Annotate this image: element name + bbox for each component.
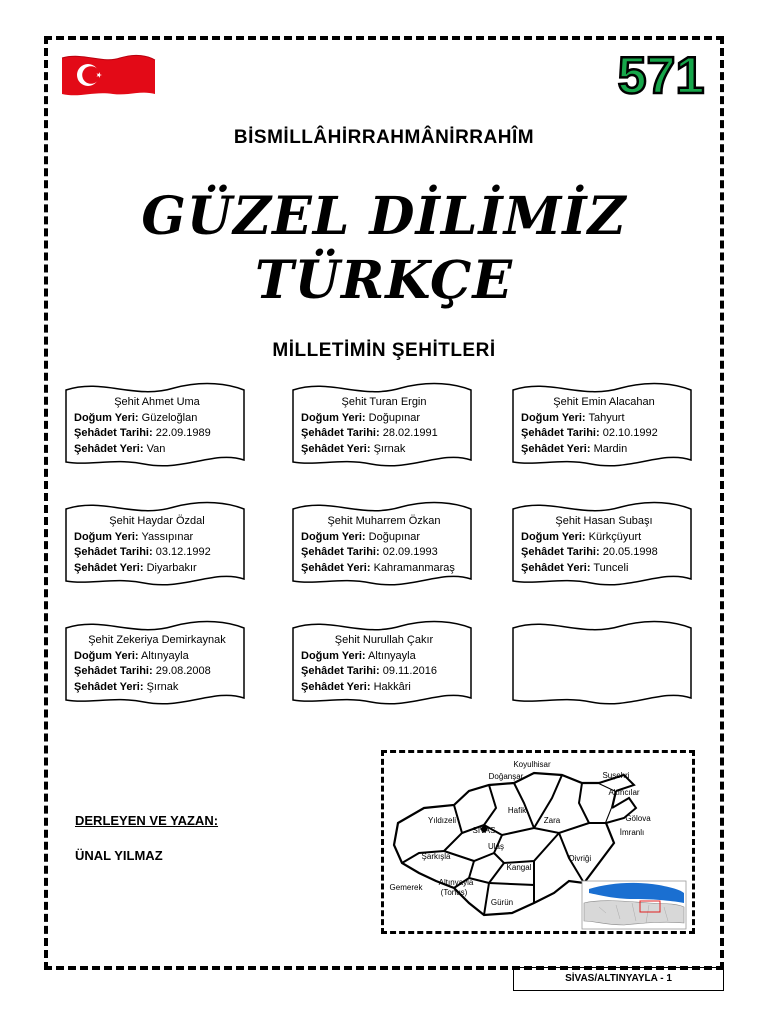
author-name: ÜNAL YILMAZ [75,848,163,863]
birthplace-value: Tahyurt [588,411,625,424]
martyr-place-label: Şehâdet Yeri: [74,680,144,693]
martyr-place-label: Şehâdet Yeri: [74,442,144,455]
birthplace-value: Doğupınar [368,530,421,543]
martyr-name: Şehit Hasan Subaşı [555,515,653,527]
martyr-date-value: 20.05.1998 [602,546,658,558]
footer-label: SİVAS/ALTINYAYLA - 1 [513,967,724,991]
martyr-place-label: Şehâdet Yeri: [521,561,591,574]
martyr-date-value: 28.02.1991 [382,427,438,439]
martyr-place-value: Diyarbakır [146,561,197,574]
birthplace-label: Doğum Yeri: [521,530,586,543]
martyr-card [64,499,246,591]
birthplace-value: Altınyayla [368,649,416,662]
martyr-place-label: Şehâdet Yeri: [301,442,371,455]
page-number: 571 [617,47,705,105]
birthplace-label: Doğum Yeri: [74,649,139,662]
martyr-place-value: Tunceli [593,561,629,574]
martyr-date-label: Şehâdet Tarihi: [74,665,153,677]
section-heading: MİLLETİMİN ŞEHİTLERİ [272,340,496,361]
martyr-name: Şehit Turan Ergin [341,396,427,408]
martyr-date-label: Şehâdet Tarihi: [301,546,380,558]
martyr-card [291,499,473,591]
banner-shape [511,618,693,710]
map-label: Hafik [507,806,527,815]
martyr-place-value: Mardin [593,442,628,455]
map-label: Zara [543,816,561,825]
martyr-date-value: 29.08.2008 [155,665,211,677]
martyr-card [511,380,693,472]
martyr-place-value: Hakkâri [373,680,411,693]
empty-martyr-card [511,618,693,710]
map-label: Yıldızeli [427,816,457,825]
martyr-place-label: Şehâdet Yeri: [74,561,144,574]
birthplace-label: Doğum Yeri: [301,649,366,662]
map-label: Suşehri [602,771,630,780]
birthplace-value: Doğupınar [368,411,421,424]
birthplace-label: Doğum Yeri: [74,530,139,543]
martyr-place-value: Şırnak [373,442,406,455]
birthplace-label: Doğum Yeri: [301,411,366,424]
title-line-1: GÜZEL DİLİMİZ [141,186,627,247]
martyr-card [64,618,246,710]
map-label: Gürün [490,898,514,907]
martyr-name: Şehit Nurullah Çakır [334,634,434,646]
martyr-date-value: 22.09.1989 [155,427,211,439]
birthplace-label: Doğum Yeri: [521,411,586,424]
turkey-inset-map [582,881,686,929]
map-label: Koyulhisar [513,760,551,769]
martyr-place-value: Van [146,442,166,455]
martyr-name: Şehit Emin Alacahan [553,396,655,408]
martyr-place-label: Şehâdet Yeri: [301,680,371,693]
map-label: Şarkışla [421,852,451,861]
map-label: SİVAS [472,826,496,835]
birthplace-value: Altınyayla [141,649,189,662]
turkish-flag-icon [58,50,158,100]
martyr-card [511,499,693,591]
birthplace-label: Doğum Yeri: [74,411,139,424]
map-label: Kangal [506,863,532,872]
map-label: Divriği [568,854,592,863]
martyr-card [291,380,473,472]
martyr-date-value: 09.11.2016 [382,665,437,677]
martyr-card [64,380,246,472]
martyr-place-value: Şırnak [146,680,179,693]
martyr-card [291,618,473,710]
basmala-heading: BİSMİLLÂHİRRAHMÂNİRRAHÎM [233,127,535,148]
map-label: Gemerek [389,883,423,892]
district-map [381,750,695,934]
martyr-date-label: Şehâdet Tarihi: [74,427,153,439]
martyr-name: Şehit Muharrem Özkan [327,515,441,527]
martyr-date-label: Şehâdet Tarihi: [301,427,380,439]
martyr-place-value: Kahramanmaraş [373,561,455,574]
martyr-date-value: 02.10.1992 [602,427,658,439]
martyr-place-label: Şehâdet Yeri: [521,442,591,455]
title-line-2: TÜRKÇE [254,250,514,311]
martyr-date-label: Şehâdet Tarihi: [74,546,153,558]
martyr-name: Şehit Zekeriya Demirkaynak [88,634,226,646]
birthplace-label: Doğum Yeri: [301,530,366,543]
map-label: Doğanşar [488,772,524,781]
martyr-date-value: 02.09.1993 [382,546,438,558]
martyr-date-label: Şehâdet Tarihi: [521,546,600,558]
map-label: Ulaş [487,842,505,851]
birthplace-value: Güzeloğlan [141,411,198,424]
martyr-date-label: Şehâdet Tarihi: [301,665,380,677]
martyr-name: Şehit Haydar Özdal [109,515,205,527]
map-label: Akıncılar [608,788,640,797]
martyr-name: Şehit Ahmet Uma [114,396,200,408]
map-label: Gölova [625,814,651,823]
map-label: İmranlı [619,828,645,837]
sivas-map-svg [384,753,692,931]
birthplace-value: Kürkçüyurt [588,530,642,543]
martyr-date-label: Şehâdet Tarihi: [521,427,600,439]
martyr-place-label: Şehâdet Yeri: [301,561,371,574]
map-label: (Tonus) [440,888,468,897]
martyr-date-value: 03.12.1992 [155,546,211,558]
credits-label: DERLEYEN VE YAZAN: [75,813,219,828]
birthplace-value: Yassıpınar [141,530,194,543]
map-label: Altınyayla [438,878,474,887]
